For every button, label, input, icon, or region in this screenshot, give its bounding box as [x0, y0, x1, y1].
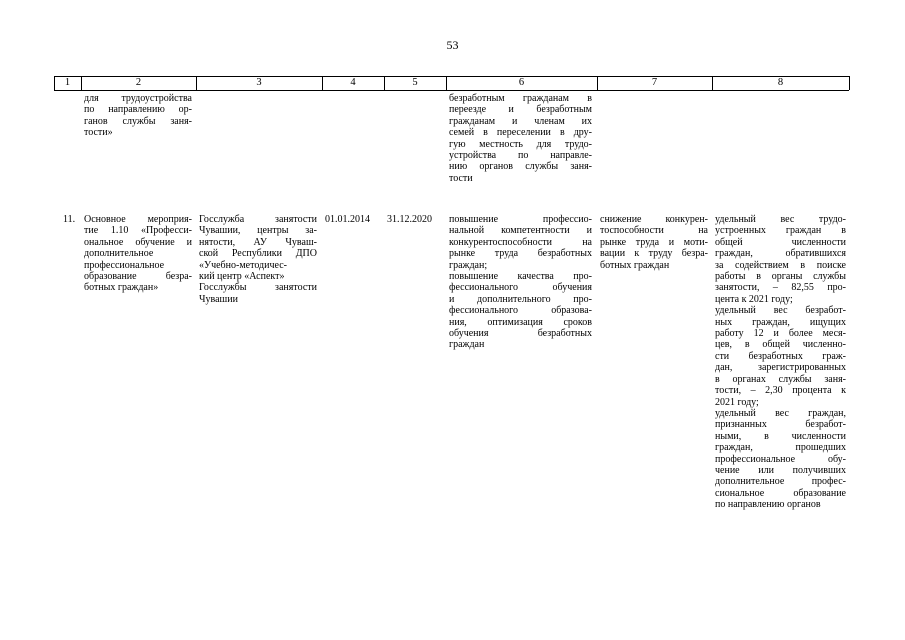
cell-text-line: рынке труда и моти-	[600, 236, 708, 248]
cell-text-line: ганов службы заня-	[84, 115, 192, 127]
table-header-col-7: 7	[651, 77, 658, 88]
cell-text-line: семей в переселении в дру-	[449, 127, 592, 139]
cell-text-line: Госслужба занятости	[199, 214, 317, 225]
cell-text-line: сиональное образование	[715, 487, 846, 499]
cell-text-line: за содействием в поиске	[715, 259, 846, 271]
cell-text-line: переезде и безработным	[449, 104, 592, 116]
cell-text-line: образование безра-	[84, 271, 192, 283]
table-header-col-4: 4	[350, 77, 356, 88]
cell-text-line: цента к 2021 году;	[715, 293, 793, 305]
cell-text-line: «Учебно-методичес-	[199, 259, 287, 271]
cell-text-line: нию органов службы заня-	[449, 161, 592, 173]
cell-text-line: работу 12 и более меся-	[715, 328, 846, 340]
cell-text-line: для трудоустройства	[84, 93, 192, 104]
table-header-col-1: 1	[64, 77, 71, 88]
cell-text-line: ональное обучение и	[84, 236, 192, 248]
consequences-cell	[600, 214, 708, 271]
cell-text-line: фессионального обучения	[449, 282, 592, 294]
event-name-cell	[84, 214, 192, 294]
cell-text-line: нальной компетентности и	[449, 225, 592, 237]
cell-text-line: Чувашии, центры за-	[199, 225, 317, 237]
cell-text-line: нятости, АУ Чуваш-	[199, 236, 317, 248]
cell-text-line: граждан, обратившихся	[715, 248, 846, 260]
cell-text-line: работы в органы службы	[715, 271, 846, 283]
cell-text-line: ных граждан, ищущих	[715, 316, 846, 328]
table-header-col-3: 3	[256, 77, 262, 88]
cell-text-line: ской Республики ДПО	[199, 248, 317, 260]
table-header-col-5: 5	[412, 77, 418, 88]
indicators-cell	[715, 214, 846, 511]
cell-text-line: граждан;	[449, 259, 488, 271]
cell-text-line: граждан	[449, 339, 485, 351]
start-date-cell: 01.01.2014	[325, 214, 370, 225]
cell-text-line: тости, – 2,30 процента к	[715, 385, 846, 397]
cell-text-line: цев, в общей численно-	[715, 339, 846, 351]
table-header-col-2: 2	[135, 77, 142, 88]
cell-text-line: рынке труда безработных	[449, 248, 592, 260]
cell-text-line: безработным гражданам в	[449, 93, 592, 104]
cell-text-line: в органах службы заня-	[715, 373, 846, 385]
cell-text-line: повышение качества про-	[449, 271, 592, 283]
cell-text-line: признанных безработ-	[715, 419, 846, 431]
table-header-col-6: 6	[518, 77, 525, 88]
column-divider	[849, 76, 850, 90]
cell-text-line: чение или получивших	[715, 464, 846, 476]
end-date-cell: 31.12.2020	[387, 214, 432, 225]
cell-text-line: Госслужбы занятости	[199, 282, 317, 294]
cell-text-line: Чувашии	[199, 293, 238, 305]
cell-text-line: повышение профессио-	[449, 214, 592, 225]
cell-text-line: удельный вес безработ-	[715, 305, 846, 317]
cell-text-line: занятости, – 82,55 про-	[715, 282, 846, 294]
cell-text-line: тоспособности на	[600, 225, 708, 237]
cell-text-line: гую местность для трудо-	[449, 138, 592, 150]
row-number: 11.	[63, 214, 76, 225]
cell-text-line: общей численности	[715, 236, 846, 248]
cell-text-line: тости	[449, 172, 473, 184]
cell-text-line: и дополнительного про-	[449, 293, 592, 305]
cell-text-line: обучения безработных	[449, 328, 592, 340]
cell-text-line: граждан, прошедших	[715, 442, 846, 454]
cell-text-line: профессиональное	[84, 259, 165, 271]
cell-text-line: 2021 году;	[715, 396, 759, 408]
cell-text-line: конкурентоспособности на	[449, 236, 592, 248]
cell-text-line: снижение конкурен-	[600, 214, 708, 225]
cell-text-line: дан, зарегистрированных	[715, 362, 846, 374]
table-header-bottom-border	[54, 90, 849, 91]
cell-text-line: тости»	[84, 127, 113, 139]
cell-text-line: дополнительное профес-	[715, 476, 846, 488]
cell-text-line: профессиональное обу-	[715, 453, 846, 465]
cell-text-line: по направлению ор-	[84, 104, 192, 116]
cell-text-line: ботных граждан»	[84, 282, 159, 294]
cell-text-line: кий центр «Аспект»	[199, 271, 285, 283]
cell-text-line: ния, оптимизация сроков	[449, 316, 592, 328]
cell-text-line: дополнительное	[84, 248, 154, 260]
responsible-executor-cell	[199, 214, 317, 305]
cell-text-line: вации к труду безра-	[600, 248, 708, 260]
cell-text-line: удельный вес трудо-	[715, 214, 846, 225]
page-number: 53	[446, 38, 459, 52]
continued-event-cell	[84, 93, 192, 139]
cell-text-line: фессионального образова-	[449, 305, 592, 317]
cell-text-line: удельный вес граждан,	[715, 407, 846, 419]
cell-text-line: тие 1.10 «Професси-	[84, 225, 192, 237]
cell-text-line: гражданам и членам их	[449, 115, 592, 127]
cell-text-line: сти безработных граж-	[715, 350, 846, 362]
continued-result-cell	[449, 93, 592, 184]
cell-text-line: Основное мероприя-	[84, 214, 192, 225]
cell-text-line: ными, в численности	[715, 430, 846, 442]
cell-text-line: устройства по направле-	[449, 150, 592, 162]
cell-text-line: по направлению органов	[715, 499, 821, 511]
cell-text-line: устроенных граждан в	[715, 225, 846, 237]
table-header-col-8: 8	[777, 77, 784, 88]
cell-text-line: ботных граждан	[600, 259, 670, 271]
expected-result-cell	[449, 214, 592, 351]
